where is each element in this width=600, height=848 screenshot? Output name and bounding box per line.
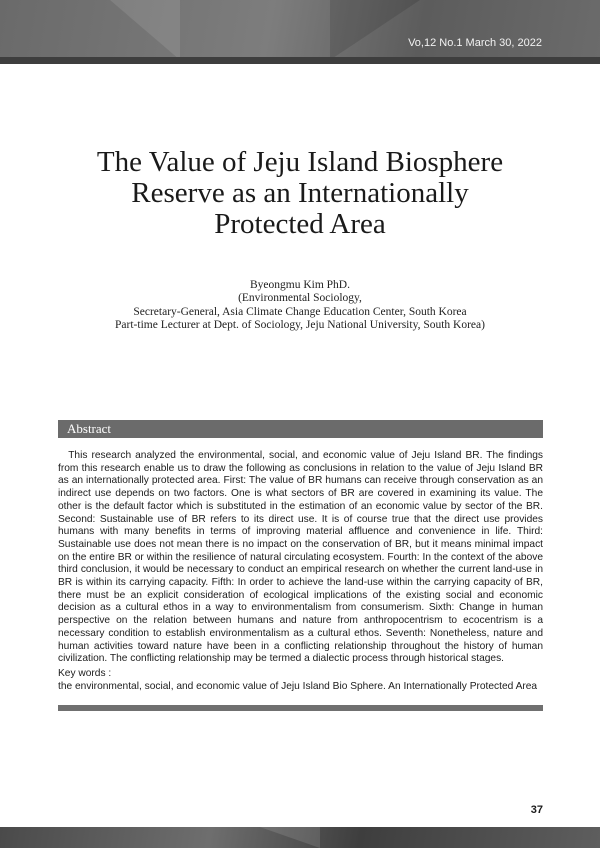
abstract-heading-bar	[58, 420, 543, 438]
abstract-body: This research analyzed the environmental, social, and economic value of Jeju Island BR. The findings from this research enable us to draw the following as conclusions in relation to the value of Jeju Island BR as an internationally protected area. First: The value of BR humans can receive through conservation as an indirect use depends on two factors. One is what sectors of BR are covered in examining its value. The other is the default factor which is substituted in the estimation of an economic value by sector of the BR. Second: Sustainable use of BR refers to its direct use. It is of course true that the direct use provides humans with many benefits in terms of improving material affluence and convenience in life. Third: Sustainable use does not mean there is no impact on the conservation of BR, but it means minimal impact on the entire BR or within the resilience of natural circulating ecosystem. Fourth: In the context of the above third conclusion, it would be necessary to conduct an empirical research on whether the current land-use in BR is within its carrying capacity. Fifth: In order to achieve the land-use within the carrying capacity of BR, there must be an explicit consideration of ecological implications of the existing social and economic decision as a cultural ethos in a way to environmentalism from consumerism. Sixth: Change in human perspective on the relation between humans and nature from anthropocentrism to ecocentrism is a necessary condition to establish environmentalism as a cultural ethos. Seventh: Nonetheless, nature and human activities toward nature have been in a conflicting relationship throughout the history of human civilization. The conflicting relationship may be termed a dialectic process through historical stages.	[58, 450, 543, 665]
author-affiliation: (Environmental Sociology,	[238, 292, 362, 305]
footer-band	[0, 827, 600, 848]
header-decoration	[110, 0, 180, 60]
footer-decoration	[260, 827, 320, 848]
author-name: Byeongmu Kim PhD.	[250, 279, 350, 291]
title-line: Protected Area	[214, 208, 386, 240]
header-band	[0, 0, 600, 60]
journal-issue-info: Vo,12 No.1 March 30, 2022	[408, 37, 542, 49]
page-number: 37	[530, 804, 543, 816]
title-line: Reserve as an Internationally	[131, 177, 469, 209]
abstract-heading: Abstract	[67, 421, 112, 436]
author-block	[60, 279, 540, 333]
section-divider	[58, 705, 543, 711]
title-line: The Value of Jeju Island Biosphere	[96, 146, 504, 178]
keywords-text: the environmental, social, and economic value of Jeju Island Bio Sphere. An Internationally Protected Area	[58, 681, 538, 692]
header-decoration	[330, 0, 420, 60]
paper-title	[60, 147, 540, 240]
keywords-label: Key words :	[58, 668, 112, 679]
header-stripe	[0, 57, 600, 64]
author-affiliation: Part-time Lecturer at Dept. of Sociology, Jeju National University, South Korea)	[115, 319, 485, 332]
author-affiliation: Secretary-General, Asia Climate Change Education Center, South Korea	[133, 305, 467, 318]
